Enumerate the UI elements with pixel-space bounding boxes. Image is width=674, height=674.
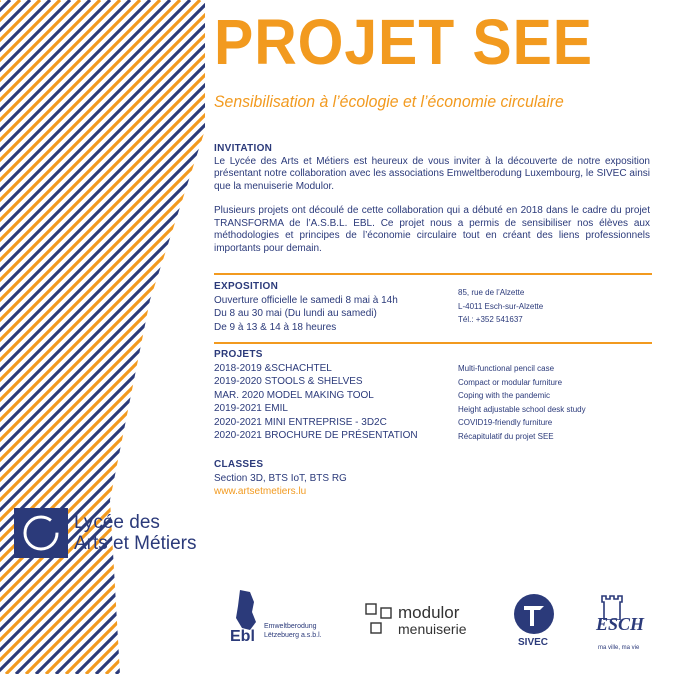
projets-heading: PROJETS — [214, 349, 263, 360]
lam-logo-icon — [14, 508, 68, 563]
projet-name: 2020-2021 BROCHURE DE PRÉSENTATION — [214, 430, 418, 441]
projet-desc: Multi-functional pencil case — [458, 364, 555, 373]
projet-desc: Compact or modular furniture — [458, 377, 563, 387]
projet-name: 2019-2020 STOOLS & SHELVES — [214, 376, 363, 387]
exposition-section — [214, 280, 398, 334]
ebl-text — [264, 622, 322, 640]
ebl-logo — [230, 588, 322, 649]
modulor-text — [398, 604, 466, 638]
lam-logo-text — [74, 512, 196, 554]
sivec-logo — [510, 592, 558, 648]
divider-rule — [214, 342, 652, 344]
stripe-line — [166, 0, 220, 674]
projet-desc: Height adjustable school desk study — [458, 404, 586, 414]
classes-section — [214, 458, 347, 499]
ebl-letters: Ebl — [230, 628, 255, 645]
esch-tagline: ma ville, ma vie — [598, 645, 640, 651]
invitation-paragraph-1: Le Lycée des Arts et Métiers est heureux de vous inviter à la découverte de notre exposition présentant notre collaboration avec les associations Emweltberodung Luxembourg, le SIVEC ainsi que la menuiserie Modulor. — [214, 155, 650, 192]
lam-line: Lycée des — [74, 512, 160, 533]
modulor-line: menuiserie — [398, 621, 467, 637]
projet-name: 2020-2021 MINI ENTREPRISE - 3D2C — [214, 416, 387, 428]
website-link[interactable]: www.artsetmetiers.lu — [214, 486, 307, 497]
address-line: L-4011 Esch-sur-Alzette — [458, 301, 544, 311]
exposition-line: De 9 à 13 & 14 à 18 heures — [214, 321, 337, 333]
ebl-line: Emweltberodung — [264, 623, 317, 630]
classes-heading: CLASSES — [214, 459, 264, 470]
page-title: PROJET SEE — [214, 6, 593, 78]
invitation-heading: INVITATION — [214, 143, 273, 154]
classes-line: Section 3D, BTS IoT, BTS RG — [214, 472, 347, 484]
projets-section — [214, 348, 418, 443]
projet-name: 2019-2021 EMIL — [214, 403, 288, 414]
esch-text: ESCH — [596, 614, 645, 634]
exposition-line: Ouverture officielle le samedi 8 mai à 14h — [214, 294, 398, 306]
address-line: 85, rue de l’Alzette — [458, 288, 525, 297]
invitation-section — [214, 143, 650, 255]
modulor-logo — [365, 603, 467, 642]
projet-name: 2018-2019 &SCHACHTEL — [214, 362, 332, 374]
projet-desc: COVID19-friendly furniture — [458, 418, 553, 427]
address-line: Tél.: +352 541637 — [458, 315, 523, 324]
invitation-paragraph-2: Plusieurs projets ont découlé de cette collaboration qui a débuté en 2018 dans le cadre du projet TRANSFORMA de l’A.S.B.L. EBL. Ce projet nous a permis de sensibiliser nos élèves aux méthodologies et principes de l’économie circulaire tout en créant des liens professionnels importants pour demain. — [214, 205, 650, 254]
projet-name: MAR. 2020 MODEL MAKING TOOL — [214, 389, 374, 401]
projet-desc: Coping with the pandemic — [458, 391, 551, 400]
lam-line: Arts et Métiers — [74, 533, 197, 554]
exposition-line: Du 8 au 30 mai (Du lundi au samedi) — [214, 308, 377, 319]
exposition-heading: EXPOSITION — [214, 281, 279, 292]
stripe-decoration — [0, 0, 220, 674]
page-subtitle: Sensibilisation à l’écologie et l’économie circulaire — [214, 92, 564, 111]
modulor-line: modulor — [398, 603, 460, 622]
sivec-text: SIVEC — [518, 637, 549, 648]
address-block — [458, 286, 543, 327]
divider-rule — [214, 273, 652, 275]
projet-desc: Récapitulatif du projet SEE — [458, 431, 554, 441]
ebl-line: Lëtzebuerg a.s.b.l. — [264, 632, 322, 639]
projets-descriptions — [458, 362, 586, 443]
sivec-emblem-icon — [510, 592, 558, 636]
